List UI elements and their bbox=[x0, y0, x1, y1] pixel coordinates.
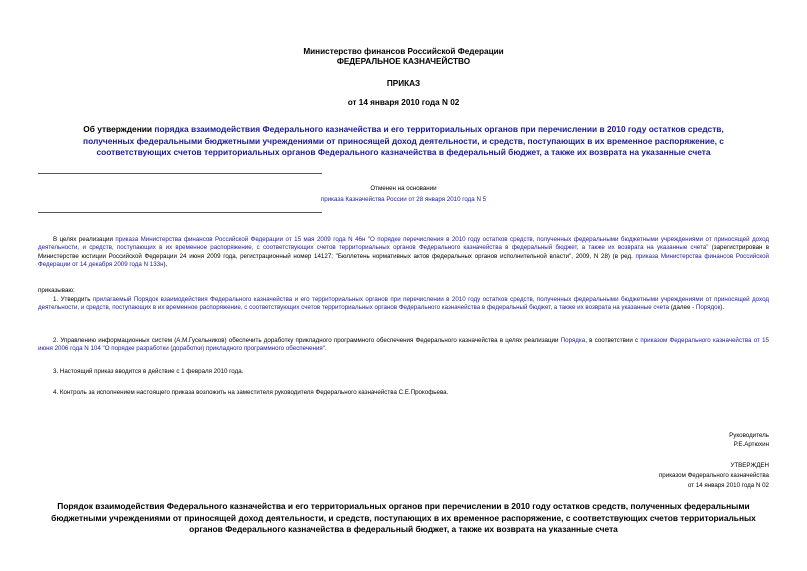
treasury-heading: ФЕДЕРАЛЬНОЕ КАЗНАЧЕЙСТВО bbox=[336, 57, 471, 66]
ministry-heading: Министерство финансов Российской Федерации bbox=[303, 47, 504, 56]
p2-prefix: 2. Управлению информационных систем (А.М.Гусельников) обеспечить доработку прикладного программного обеспечения Федерального казначейства в целях реализации bbox=[53, 337, 561, 344]
p2-middle: , в соответствии с bbox=[585, 337, 641, 344]
procedure-title: Порядок взаимодействия Федерального казначейства и его территориальных органов при перечислении в 2010 году остатков средств, полученных федеральными бюджетными учреждениями от приносящей доход деятельности, и средств, поступающих в их временное распоряжение, с соответствующих счетов территориальных органов Федерального казначейства в федеральный бюджет, а также их возврата на указанные счета bbox=[51, 501, 756, 534]
p1-prefix: 1. Утвердить bbox=[53, 296, 93, 303]
p1-link-procedure[interactable]: прилагаемый Порядок взаимодействия Федерального казначейства и его территориальных органов при перечислении в 2010 году остатков средств, полученных федеральными бюджетными учреждениями от приносящей доход деятельности, и средств, поступающих в их временное распоряжение, с соответствующих счетов территориальных органов Федерального казначейства в федеральный бюджет, а также их возврата на указанные счета bbox=[38, 296, 769, 312]
intro-prefix: В целях реализации bbox=[53, 236, 116, 243]
p3-text: 3. Настоящий приказ вводится в действие с 1 февраля 2010 года. bbox=[53, 368, 244, 375]
paragraph-3 bbox=[38, 368, 769, 376]
repeal-note: Отменен на основании bbox=[370, 185, 437, 192]
title-link[interactable]: порядка взаимодействия Федерального казначейства и его территориальных органов при перечислении в 2010 году остатков средств, полученных федеральными бюджетными учреждениями от приносящей доход деятельности, и средств, поступающих в их временное распоряжение, с соответствующих счетов территориальных органов Федерального казначейства в федеральный бюджет, а также их возврата на указанные счета bbox=[83, 124, 724, 157]
order-word: приказываю: bbox=[38, 287, 75, 294]
divider-top bbox=[38, 173, 322, 174]
date-number-heading: от 14 января 2010 года N 02 bbox=[347, 98, 460, 107]
signature-position: Руководитель bbox=[729, 432, 769, 439]
p1-middle: (далее - bbox=[669, 304, 696, 312]
intro-link-order-46n[interactable]: приказа Министерства финансов Российской Федерации от 15 мая 2009 года N 46н "О порядке перечисления в 2010 году остатков средств, полученных федеральными бюджетными учреждениями от приносящей доход деятельности, и средств, поступающих в их временное распоряжение, с соответствующих счетов территориальных органов Федерального казначейства в федеральный бюджет, а также их возврата на указанные счета" bbox=[38, 236, 769, 252]
document-title bbox=[70, 124, 737, 159]
approved-word: УТВЕРЖДЕН bbox=[730, 462, 769, 469]
paragraph-1 bbox=[38, 296, 769, 313]
intro-middle: (зарегистрирован в Министерстве юстиции Российской Федерации 24 июня 2009 года, регистрационный номер 14127; "Бюллетень нормативных актов федеральных органов исполнительной власти", 2009, N 28) (в ред. bbox=[38, 244, 769, 260]
title-prefix: Об утверждении bbox=[83, 124, 155, 134]
p2-link-order-104[interactable]: приказом Федерального казначейства от 15 июня 2006 года N 104 "О порядке разработки (доработки) прикладного программного обеспечения" bbox=[38, 337, 769, 353]
paragraph-2 bbox=[38, 337, 769, 354]
p4-text: 4. Контроль за исполнением настоящего приказа возложить на заместителя руководителя Федерального казначейства С.Е.Прокофьева. bbox=[53, 389, 449, 396]
p1-end: ). bbox=[720, 304, 725, 312]
paragraph-4 bbox=[38, 389, 769, 397]
intro-end: ), bbox=[163, 260, 168, 268]
p2-link-procedure[interactable]: Порядка bbox=[560, 337, 586, 344]
approved-line-2: от 14 января 2010 года N 02 bbox=[687, 482, 769, 489]
intro-link-order-133n[interactable]: приказа Министерства финансов Российской Федерации от 14 декабря 2009 года N 133н bbox=[38, 252, 770, 268]
signature-name: Р.Е.Артюхин bbox=[733, 441, 769, 448]
divider-bottom bbox=[38, 212, 322, 213]
doc-type-heading: ПРИКАЗ bbox=[386, 79, 421, 88]
intro-paragraph bbox=[38, 236, 769, 269]
p1-link-short[interactable]: Порядок bbox=[695, 304, 721, 312]
approved-line-1: приказом Федерального казначейства bbox=[658, 472, 769, 479]
repeal-link[interactable]: приказа Казначейства России от 28 января 2010 года N 5 bbox=[320, 196, 487, 203]
p2-end: . bbox=[324, 345, 327, 353]
